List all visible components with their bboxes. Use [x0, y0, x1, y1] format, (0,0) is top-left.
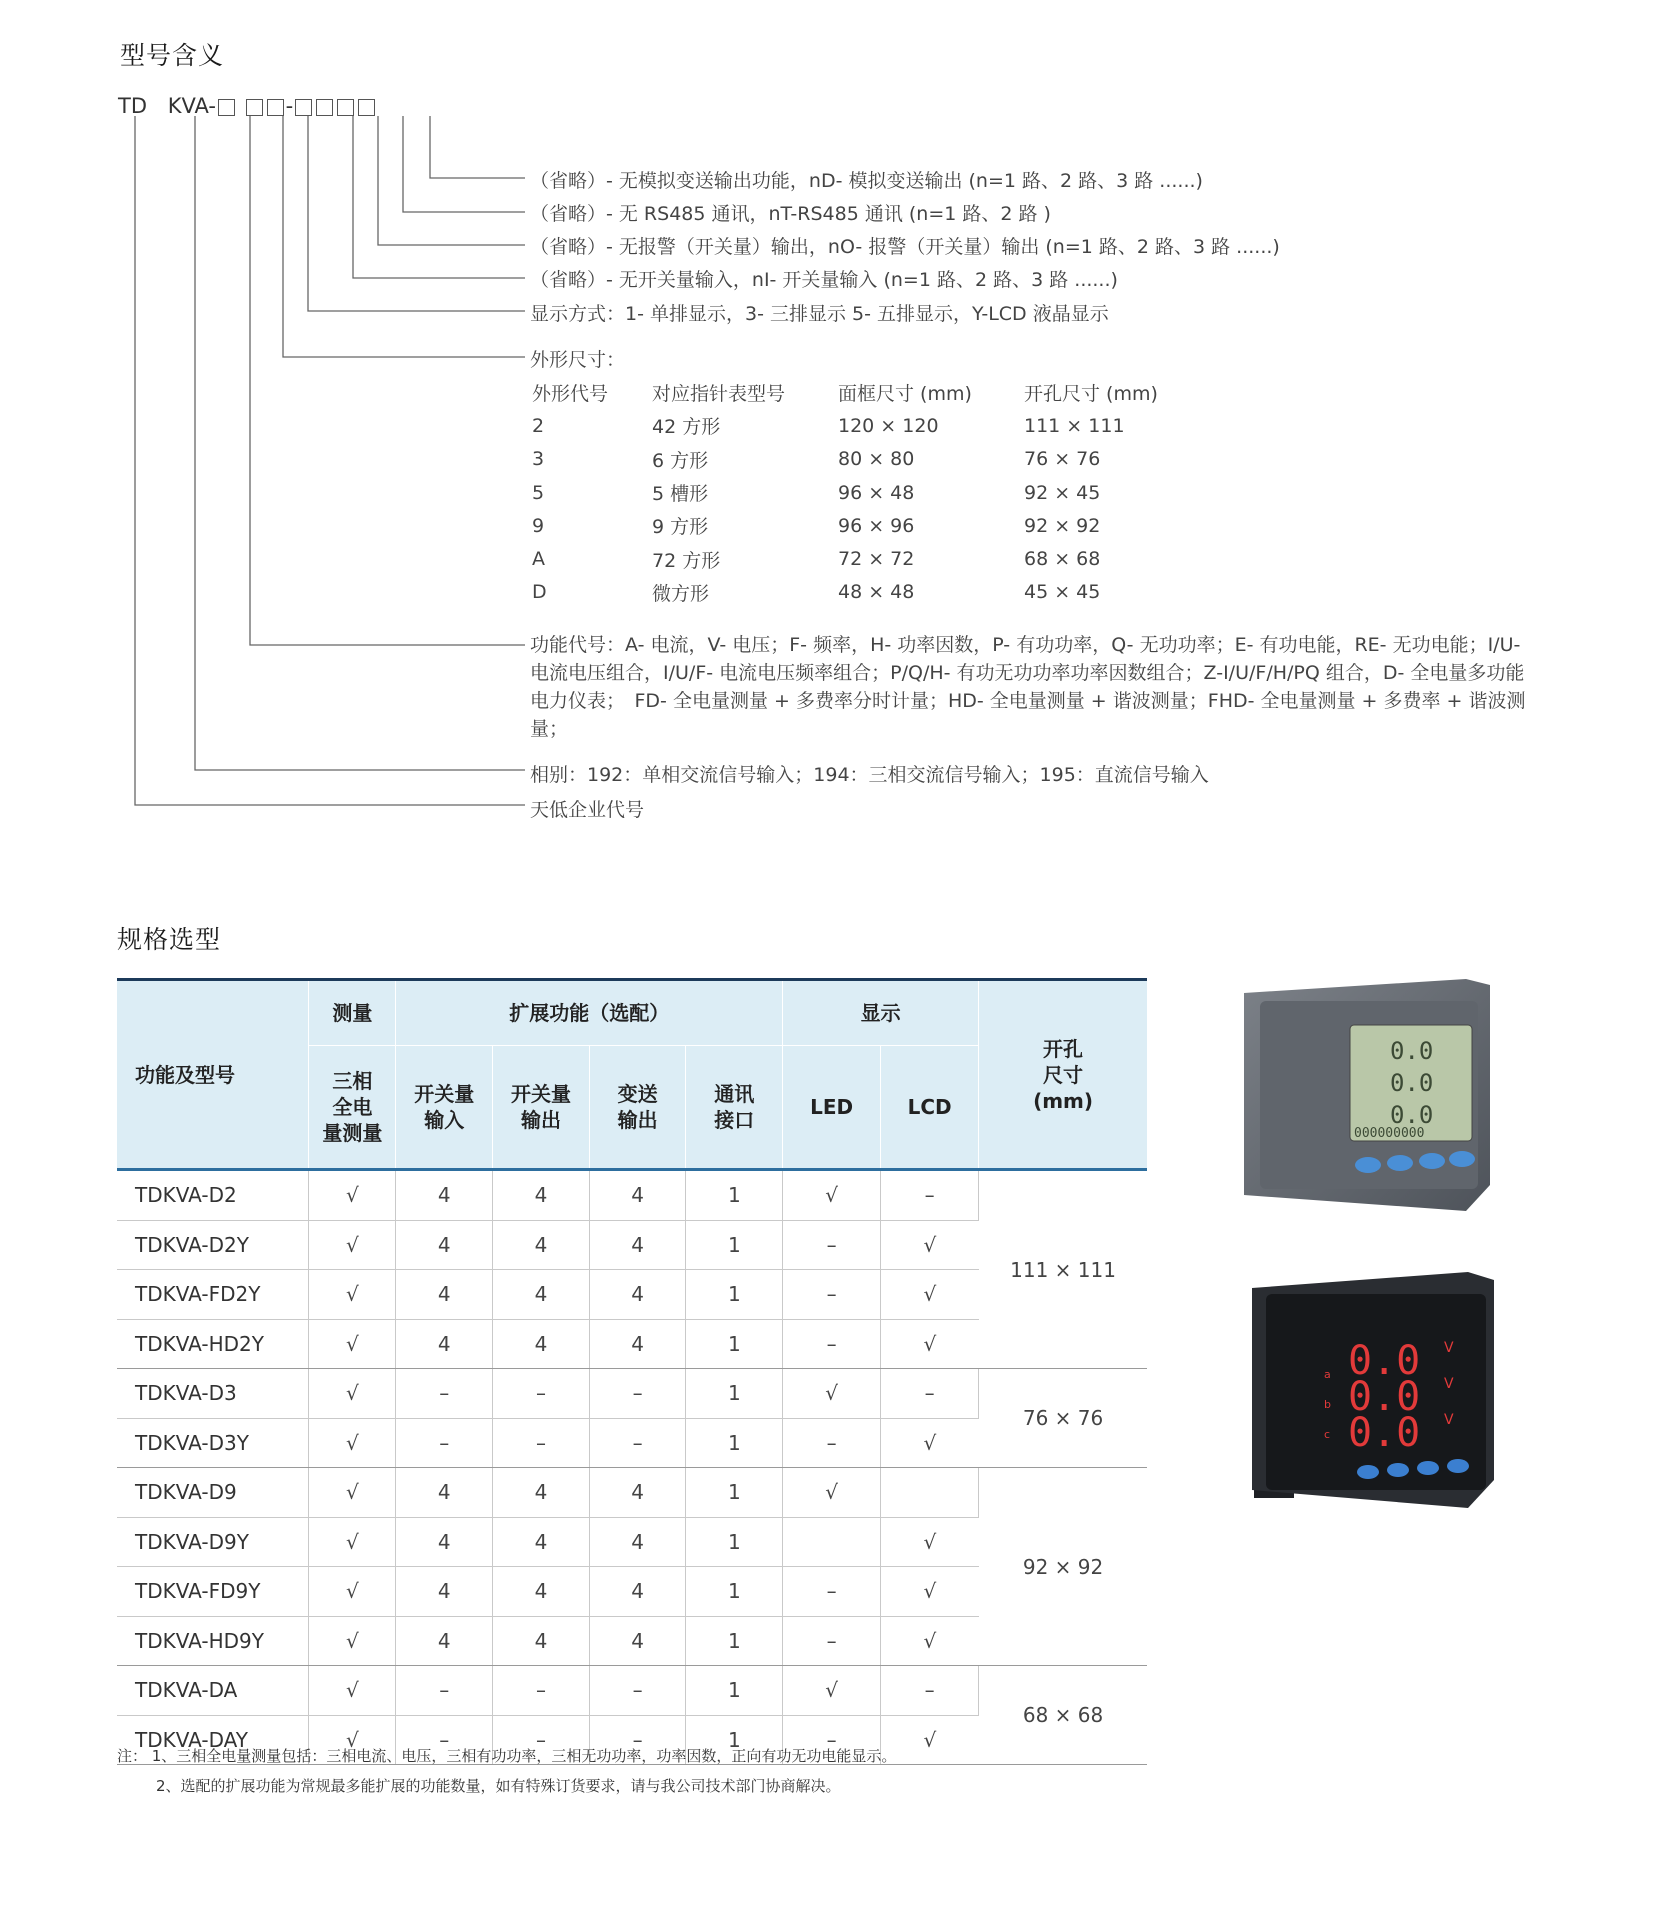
- dimension-header-row: [532, 376, 1158, 409]
- dim-cell: 9: [532, 514, 545, 537]
- led-phase-label: b: [1324, 1398, 1331, 1411]
- cell: 4: [493, 1616, 590, 1666]
- connector-line: [403, 116, 525, 212]
- cell: [783, 1517, 881, 1567]
- cell: √: [309, 1468, 396, 1518]
- cell: 4: [493, 1270, 590, 1320]
- subheader-switch-output: [493, 1046, 590, 1170]
- code-prefix-td: TD: [118, 94, 147, 118]
- subheader-switch-input: [396, 1046, 493, 1170]
- subheader-line: 开关量: [414, 1082, 475, 1106]
- cell: –: [396, 1666, 493, 1716]
- table-row: [117, 1666, 1147, 1716]
- meter-button: [1417, 1461, 1439, 1475]
- cell: 4: [589, 1567, 686, 1617]
- cell: 4: [493, 1567, 590, 1617]
- desc-phase: 相别：192：单相交流信号输入；194：三相交流信号输入；195：直流信号输入: [530, 764, 1209, 786]
- spec-header-row: [117, 980, 1147, 1046]
- connector-line: [308, 116, 525, 311]
- cell-model: TDKVA-HD2Y: [117, 1319, 309, 1369]
- dim-cell: 2: [532, 414, 545, 437]
- cell: 4: [589, 1517, 686, 1567]
- cell: 1: [686, 1567, 783, 1617]
- cell: 4: [493, 1170, 590, 1221]
- note-line-2: 2、选配的扩展功能为常规最多能扩展的功能数量，如有特殊订货要求，请与我公司技术部门协商解决。: [156, 1777, 841, 1795]
- cell-model: TDKVA-D2Y: [117, 1220, 309, 1270]
- header-cutout-line: 尺寸: [1043, 1062, 1084, 1087]
- note-line-1: 注： 1、三相全电量测量包括：三相电流、电压，三相有功功率，三相无功功率，功率因数，正向有功无功电能显示。: [117, 1747, 897, 1765]
- dim-cell: 96 × 48: [838, 481, 915, 504]
- cell: √: [881, 1220, 979, 1270]
- dimension-row: [532, 476, 1158, 509]
- dimension-row: [532, 576, 1158, 609]
- cell: –: [589, 1666, 686, 1716]
- cell: √: [783, 1468, 881, 1518]
- cell: √: [881, 1715, 979, 1765]
- subheader-transmit-output: [589, 1046, 686, 1170]
- dim-cell: 92 × 92: [1024, 514, 1101, 537]
- cell: 4: [589, 1468, 686, 1518]
- dimension-row: [532, 443, 1158, 476]
- subheader-comm-interface: [686, 1046, 783, 1170]
- cell: √: [881, 1319, 979, 1369]
- led-unit: V: [1444, 1340, 1454, 1356]
- cell-model: TDKVA-D3: [117, 1369, 309, 1419]
- cell: 4: [493, 1468, 590, 1518]
- cell-cutout: 92 × 92: [979, 1468, 1147, 1666]
- lcd-digit: 0.0: [1390, 1101, 1434, 1129]
- subheader-led: LED: [783, 1046, 881, 1170]
- subheader-three-phase: [309, 1046, 396, 1170]
- subheader-line: 变送: [617, 1082, 658, 1106]
- lcd-digit: 0.0: [1390, 1069, 1434, 1097]
- cell: 1: [686, 1517, 783, 1567]
- cell-model: TDKVA-D2: [117, 1170, 309, 1221]
- desc-analog-output: （省略）- 无模拟变送输出功能，nD- 模拟变送输出 (n=1 路、2 路、3 路 ......): [530, 170, 1203, 192]
- desc-company-code: 天低企业代号: [530, 799, 645, 821]
- dimension-row: [532, 509, 1158, 542]
- cell: √: [783, 1369, 881, 1419]
- cell: √: [881, 1418, 979, 1468]
- dim-cell: 42 方形: [652, 416, 721, 439]
- dimension-row: [532, 409, 1158, 442]
- cell: –: [881, 1666, 979, 1716]
- cell: 4: [396, 1616, 493, 1666]
- subheader-lcd: LCD: [881, 1046, 979, 1170]
- cell: 4: [589, 1616, 686, 1666]
- cell: 4: [493, 1319, 590, 1369]
- dim-cell: 5: [532, 481, 545, 504]
- cell: –: [396, 1715, 493, 1765]
- connector-line: [378, 116, 525, 245]
- desc-switch-input: （省略）- 无开关量输入，nI- 开关量输入 (n=1 路、2 路、3 路 ......): [530, 269, 1118, 291]
- dimension-title: 外形尺寸：: [530, 349, 626, 371]
- led-unit: V: [1444, 1412, 1454, 1428]
- connector-line: [135, 116, 525, 805]
- cell: √: [309, 1517, 396, 1567]
- led-phase-label: a: [1324, 1368, 1331, 1381]
- subheader-line: 三相: [332, 1069, 373, 1093]
- subheader-line: 开关量: [510, 1082, 571, 1106]
- cell: 4: [589, 1220, 686, 1270]
- dim-cell: 5 槽形: [652, 483, 709, 506]
- section-title-model-meaning: 型号含义: [120, 41, 225, 70]
- cell: –: [783, 1270, 881, 1320]
- cell: –: [881, 1170, 979, 1221]
- subheader-line: 接口: [714, 1108, 755, 1132]
- led-digit: 0.0: [1348, 1410, 1421, 1456]
- header-cutout-line: 开孔: [1043, 1036, 1084, 1061]
- lcd-digit: 0.0: [1390, 1037, 1434, 1065]
- cell: √: [783, 1170, 881, 1221]
- dim-cell: 45 × 45: [1024, 581, 1101, 604]
- cell: 1: [686, 1666, 783, 1716]
- dim-cell: A: [532, 548, 545, 571]
- dim-cell: 3: [532, 448, 545, 471]
- cell: √: [881, 1616, 979, 1666]
- cell: √: [309, 1220, 396, 1270]
- subheader-line: 输出: [520, 1108, 561, 1132]
- header-measure: 测量: [309, 980, 396, 1046]
- cell: –: [493, 1715, 590, 1765]
- cell: –: [589, 1369, 686, 1419]
- lcd-meter-image: [1240, 975, 1500, 1230]
- cell: √: [881, 1270, 979, 1320]
- cell: –: [396, 1418, 493, 1468]
- subheader-line: 量测量: [322, 1121, 383, 1145]
- cell: 4: [396, 1170, 493, 1221]
- dim-cell: 48 × 48: [838, 581, 915, 604]
- connector-line: [250, 116, 525, 645]
- table-row: [117, 1170, 1147, 1221]
- cell: √: [309, 1418, 396, 1468]
- desc-alarm-output: （省略）- 无报警（开关量）输出，nO- 报警（开关量）输出 (n=1 路、2 路、3 路 ......): [530, 236, 1280, 258]
- cell-cutout: 68 × 68: [979, 1666, 1147, 1765]
- cell: √: [881, 1517, 979, 1567]
- cell: –: [589, 1715, 686, 1765]
- cell: √: [309, 1369, 396, 1419]
- cell: –: [493, 1666, 590, 1716]
- cell: √: [309, 1567, 396, 1617]
- dim-header: 外形代号: [532, 383, 609, 406]
- spec-table-body: [117, 1170, 1147, 1765]
- code-dash: -: [208, 94, 216, 118]
- code-prefix-kva: KVA: [167, 94, 209, 118]
- cell: 4: [396, 1319, 493, 1369]
- cell: √: [309, 1666, 396, 1716]
- cell: 4: [396, 1270, 493, 1320]
- meter-button: [1419, 1153, 1445, 1169]
- cell: √: [309, 1616, 396, 1666]
- desc-rs485: （省略）- 无 RS485 通讯，nT-RS485 通讯 (n=1 路、2 路 ): [530, 203, 1051, 225]
- dim-cell: 9 方形: [652, 516, 709, 539]
- header-display: 显示: [783, 980, 979, 1046]
- cell: –: [881, 1369, 979, 1419]
- meter-button: [1387, 1155, 1413, 1171]
- dim-cell: 72 × 72: [838, 548, 915, 571]
- meter-button: [1449, 1151, 1475, 1167]
- cell: 4: [396, 1517, 493, 1567]
- dim-cell: 6 方形: [652, 449, 709, 472]
- cell: –: [783, 1567, 881, 1617]
- cell: 1: [686, 1319, 783, 1369]
- cell: –: [589, 1418, 686, 1468]
- header-extension: 扩展功能（选配）: [396, 980, 783, 1046]
- cell: 1: [686, 1220, 783, 1270]
- dim-cell: 72 方形: [652, 549, 721, 572]
- cell: 1: [686, 1616, 783, 1666]
- header-model: 功能及型号: [117, 980, 309, 1170]
- cell: 1: [686, 1170, 783, 1221]
- cell: –: [493, 1418, 590, 1468]
- led-digit: 0.0: [1348, 1374, 1421, 1420]
- cell-model: TDKVA-D9: [117, 1468, 309, 1518]
- dim-cell: 微方形: [652, 582, 710, 605]
- subheader-line: 通讯: [714, 1082, 755, 1106]
- cell-model: TDKVA-FD9Y: [117, 1567, 309, 1617]
- desc-function-code: 功能代号：A- 电流，V- 电压；F- 频率，H- 功率因数，P- 有功功率，Q- 无功功率；E- 有功电能，RE- 无功电能；I/U- 电流电压组合，I/U/F- 电流电压频率组合；P/Q/H- 有功无功功率功率因数组合；Z-I/U/F/H/PQ 组合，D- 全电量多功能电力仪表； FD- 全电量测量 + 多费率分时计量；HD- 全电量测量 + 谐波测量；FHD- 全电量测量 + 多费率 + 谐波测量；: [530, 634, 1526, 740]
- meter-button: [1447, 1459, 1469, 1473]
- subheader-line: 全电: [332, 1095, 373, 1119]
- cell: 1: [686, 1715, 783, 1765]
- meter-button: [1357, 1465, 1379, 1479]
- cell: 4: [589, 1170, 686, 1221]
- dim-cell: 80 × 80: [838, 448, 915, 471]
- lcd-bottom-digits: 000000000: [1354, 1126, 1425, 1141]
- dim-cell: 92 × 45: [1024, 481, 1101, 504]
- cell-model: TDKVA-D9Y: [117, 1517, 309, 1567]
- cell: √: [309, 1319, 396, 1369]
- dim-cell: 96 × 96: [838, 514, 915, 537]
- code-dash: -: [285, 94, 294, 118]
- cell-model: TDKVA-FD2Y: [117, 1270, 309, 1320]
- cell-model: TDKVA-D3Y: [117, 1418, 309, 1468]
- dim-header: 开孔尺寸 (mm): [1024, 383, 1158, 406]
- section-title-spec-selection: 规格选型: [117, 925, 222, 954]
- cell: 4: [589, 1270, 686, 1320]
- dim-cell: 68 × 68: [1024, 548, 1101, 571]
- subheader-line: 输入: [424, 1108, 465, 1132]
- cell: 4: [493, 1517, 590, 1567]
- cell: 1: [686, 1270, 783, 1320]
- led-digit: 0.0: [1348, 1338, 1421, 1384]
- dim-cell: 120 × 120: [838, 414, 939, 437]
- cell-model: TDKVA-DAY: [117, 1715, 309, 1765]
- cell-model: TDKVA-HD9Y: [117, 1616, 309, 1666]
- connector-line: [353, 116, 525, 278]
- cell: –: [493, 1369, 590, 1419]
- cell: –: [783, 1319, 881, 1369]
- cell: √: [783, 1666, 881, 1716]
- dim-cell: 111 × 111: [1024, 414, 1125, 437]
- cell-model: TDKVA-DA: [117, 1666, 309, 1716]
- meter-button: [1387, 1463, 1409, 1477]
- desc-display-mode: 显示方式：1- 单排显示，3- 三排显示 5- 五排显示，Y-LCD 液晶显示: [530, 303, 1109, 325]
- connector-line: [283, 116, 525, 357]
- header-cutout: [979, 980, 1147, 1170]
- dim-cell: D: [532, 581, 547, 604]
- cell: –: [783, 1616, 881, 1666]
- dim-header: 对应指针表型号: [652, 383, 786, 406]
- cell: 4: [493, 1220, 590, 1270]
- led-meter-image: [1248, 1268, 1500, 1523]
- cell: √: [881, 1567, 979, 1617]
- cell: 4: [396, 1220, 493, 1270]
- connector-line: [195, 116, 525, 770]
- cell: √: [309, 1715, 396, 1765]
- cell: √: [309, 1170, 396, 1221]
- spec-table: [117, 978, 1147, 1765]
- cell: 1: [686, 1369, 783, 1419]
- table-row: [117, 1468, 1147, 1518]
- cell: –: [396, 1369, 493, 1419]
- cell: 4: [589, 1319, 686, 1369]
- dimension-table: [532, 376, 1158, 609]
- meter-button: [1355, 1157, 1381, 1173]
- cell: 4: [396, 1567, 493, 1617]
- dim-header: 面框尺寸 (mm): [838, 383, 972, 406]
- dim-cell: 76 × 76: [1024, 448, 1101, 471]
- cell-cutout: 111 × 111: [979, 1170, 1147, 1369]
- subheader-line: 输出: [617, 1108, 658, 1132]
- cell: –: [783, 1418, 881, 1468]
- cell-cutout: 76 × 76: [979, 1369, 1147, 1468]
- led-unit: V: [1444, 1376, 1454, 1392]
- header-cutout-line: (mm): [1033, 1088, 1094, 1113]
- cell: 4: [396, 1468, 493, 1518]
- dimension-row: [532, 542, 1158, 575]
- cell: √: [309, 1270, 396, 1320]
- cell: [881, 1468, 979, 1518]
- connector-line: [430, 116, 525, 178]
- cell: 1: [686, 1418, 783, 1468]
- cell: –: [783, 1220, 881, 1270]
- cell: –: [783, 1715, 881, 1765]
- cell: 1: [686, 1468, 783, 1518]
- table-row: [117, 1369, 1147, 1419]
- led-phase-label: c: [1324, 1428, 1331, 1441]
